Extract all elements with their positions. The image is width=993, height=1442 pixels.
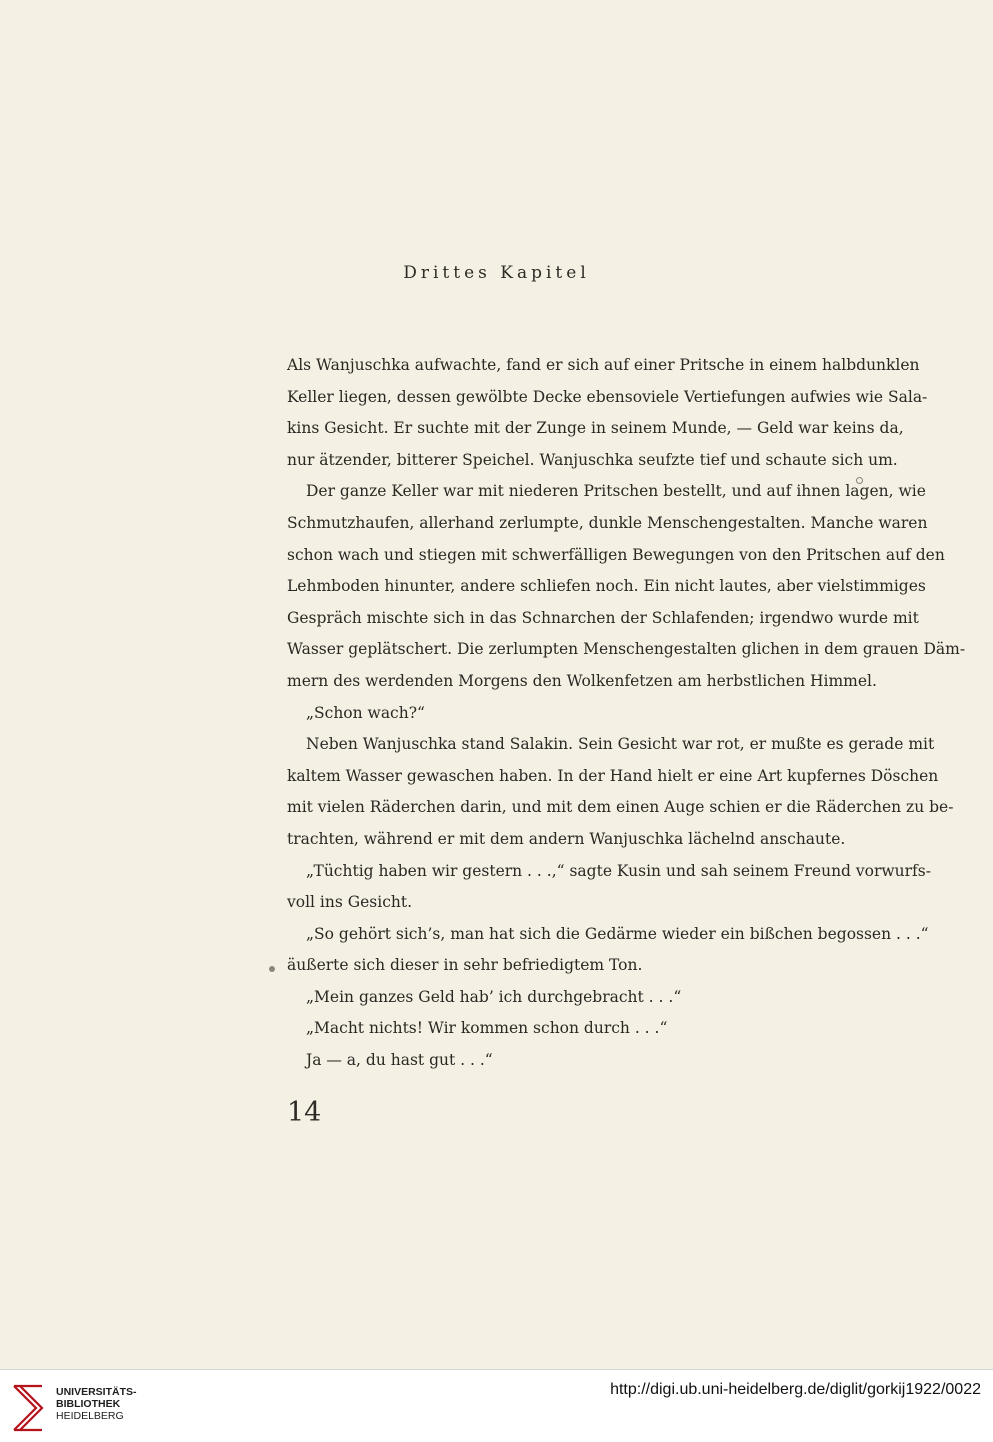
ub-heidelberg-logo-icon[interactable] [8,1380,48,1432]
library-name-line2: BIBLIOTHEK [56,1398,121,1410]
text-line: kins Gesicht. Er suchte mit der Zunge in seinem Munde, — Geld war keins da, [287,419,904,438]
text-line: Schmutzhaufen, allerhand zerlumpte, dunkle Menschengestalten. Manche waren [287,513,928,532]
text-line: Neben Wanjuschka stand Salakin. Sein Gesicht war rot, er mußte es gerade mit [306,735,935,754]
text-line: Der ganze Keller war mit niederen Pritschen bestellt, und auf ihnen lagen, wie [306,482,926,501]
page-number: 14 [287,1097,322,1128]
text-line: Ja — a, du hast gut . . .“ [306,1051,493,1070]
text-line: „Tüchtig haben wir gestern . . .,“ sagte Kusin und sah seinem Freund vorwurfs- [306,861,931,880]
text-line: „Mein ganzes Geld hab’ ich durchgebracht . . .“ [306,987,682,1006]
library-name-line3: HEIDELBERG [56,1410,124,1422]
text-line: schon wach und stiegen mit schwerfälligen Bewegungen von den Pritschen auf den [287,545,945,564]
text-line: voll ins Gesicht. [287,893,413,912]
text-line: mit vielen Räderchen darin, und mit dem einen Auge schien er die Räderchen zu be- [287,798,954,817]
text-line: kaltem Wasser gewaschen haben. In der Hand hielt er eine Art kupfernes Döschen [287,766,939,785]
text-line: „Schon wach?“ [306,703,425,722]
text-line: „So gehört sich’s, man hat sich die Gedärme wieder ein bißchen begossen . . .“ [306,924,929,943]
library-name[interactable] [56,1386,137,1422]
text-line: „Macht nichts! Wir kommen schon durch . . .“ [306,1019,668,1038]
text-line: äußerte sich dieser in sehr befriedigtem Ton. [287,956,643,975]
body-text [287,350,966,1077]
chapter-heading: Drittes Kapitel [403,263,590,283]
viewer-footer [0,1369,993,1442]
text-line: Wasser geplätschert. Die zerlumpten Menschengestalten glichen in dem grauen Däm- [287,640,966,659]
text-line: Gespräch mischte sich in das Schnarchen der Schlafenden; irgendwo wurde mit [287,608,919,627]
text-line: trachten, während er mit dem andern Wanjuschka lächelnd anschaute. [287,829,846,848]
text-line: mern des werdenden Morgens den Wolkenfetzen am herbstlichen Himmel. [287,671,877,690]
text-line: Lehmboden hinunter, andere schliefen noch. Ein nicht lautes, aber vielstimmiges [287,577,926,596]
text-line: Keller liegen, dessen gewölbte Decke ebensoviele Vertiefungen aufwies wie Sala- [287,387,928,406]
permalink-url[interactable]: http://digi.ub.uni-heidelberg.de/diglit/gorkij1922/0022 [610,1381,981,1398]
ink-speck [269,966,275,972]
library-name-line1: UNIVERSITÄTS- [56,1386,137,1398]
text-line: Als Wanjuschka aufwachte, fand er sich auf einer Pritsche in einem halbdunklen [287,356,920,374]
text-line: nur ätzender, bitterer Speichel. Wanjuschka seufzte tief und schaute sich um. [287,450,898,469]
paper-mark [856,477,863,484]
